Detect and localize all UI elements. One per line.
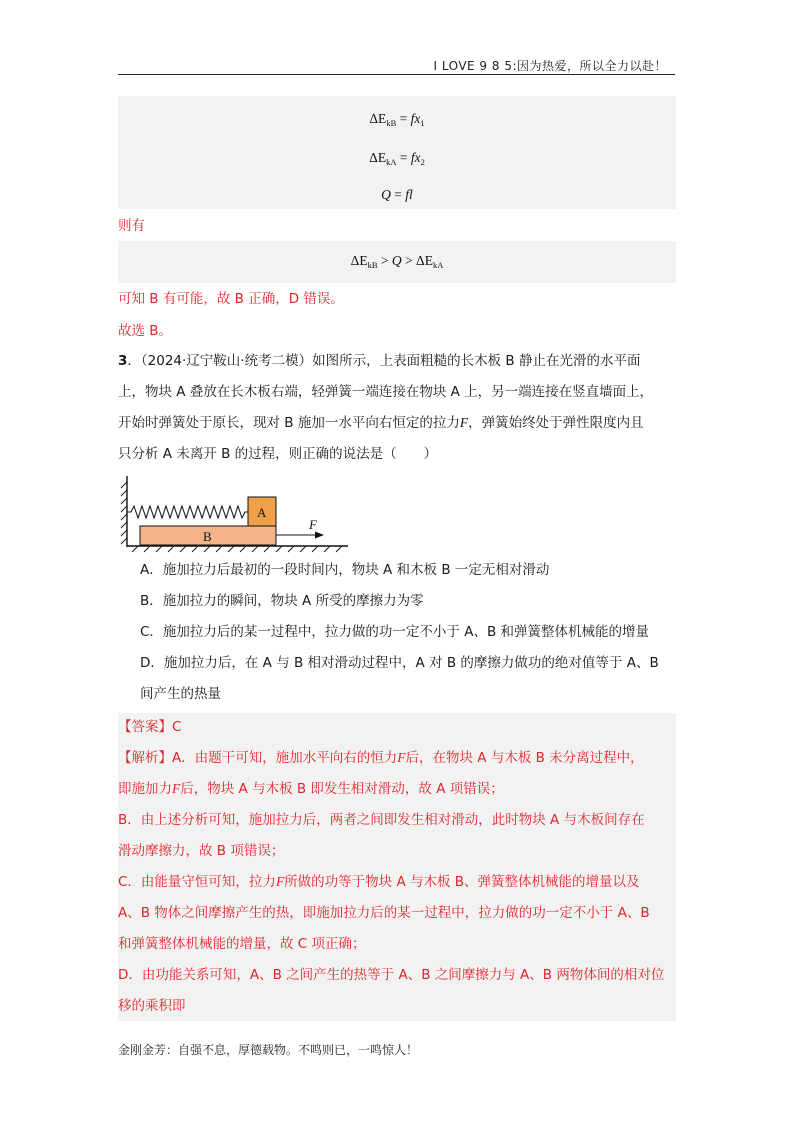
header-rule bbox=[118, 74, 675, 75]
question-line-4: 只分析 A 未离开 B 的过程，则正确的说法是（ ） bbox=[118, 446, 438, 462]
block-a-label: A bbox=[257, 505, 267, 520]
equation-heat: Q = fl bbox=[381, 187, 413, 202]
inequality-block bbox=[118, 241, 676, 283]
question-line-2: 上，物块 A 叠放在长木板右端，轻弹簧一端连接在物块 A 上，另一端连接在竖直墙面上， bbox=[118, 384, 654, 400]
choice-text: 故选 B。 bbox=[118, 323, 173, 339]
wall-hatching bbox=[121, 482, 127, 544]
analysis-line-5: C．由能量守恒可知，拉力F所做的功等于物块 A 与木板 B、弹簧整体机械能的增量以及 bbox=[118, 874, 640, 890]
option-c: C．施加拉力后的某一过程中，拉力做的功一定不小于 A、B 和弹簧整体机械能的增量 bbox=[140, 624, 650, 640]
analysis-line-4: 滑动摩擦力，故 B 项错误； bbox=[118, 843, 285, 859]
then-label: 则有 bbox=[118, 218, 145, 234]
spring bbox=[127, 506, 248, 518]
option-a: A．施加拉力后最初的一段时间内，物块 A 和木板 B 一定无相对滑动 bbox=[140, 562, 550, 578]
board-b-label: B bbox=[203, 529, 212, 544]
equation-kinetic-b: $\Delta E_{kB} = fx_1$ bbox=[369, 111, 425, 128]
equation-block bbox=[118, 96, 676, 209]
ground-hatching bbox=[132, 546, 342, 552]
analysis-line-7: 和弹簧整体机械能的增量，故 C 项正确； bbox=[118, 936, 366, 952]
analysis-line-3: B．由上述分析可知，施加拉力后，两者之间即发生相对滑动，此时物块 A 与木板间存在 bbox=[118, 812, 645, 828]
analysis-line-8: D．由功能关系可知，A、B 之间产生的热等于 A、B 之间摩擦力与 A、B 两物体间的相对位 bbox=[118, 967, 665, 983]
analysis-line-6: A、B 物体之间摩擦产生的热，即施加拉力后的某一过程中，拉力做的功一定不小于 A、B bbox=[118, 905, 650, 921]
question-line-3: 开始时弹簧处于原长，现对 B 施加一水平向右恒定的拉力F，弹簧始终处于弹性限度内且 bbox=[118, 415, 644, 431]
footer-motto: 金刚金芳：自强不息，厚德载物。不鸣则已，一鸣惊人！ bbox=[118, 1043, 419, 1057]
analysis-label: 【解析】 bbox=[118, 750, 172, 766]
header-motto: I LOVE 9 8 5:因为热爱，所以全力以赴！ bbox=[433, 59, 667, 73]
force-symbol: F bbox=[459, 415, 469, 430]
conclusion-text: 可知 B 有可能，故 B 正确，D 错误。 bbox=[118, 291, 344, 307]
force-arrow-head bbox=[315, 532, 324, 539]
question-line-1: 3．（2024·辽宁鞍山·统考二模）如图所示，上表面粗糙的长木板 B 静止在光滑的水平面 bbox=[118, 353, 641, 369]
analysis-line-1: 【解析】A．由题干可知，施加水平向右的恒力F后，在物块 A 与木板 B 未分离过程中， bbox=[118, 750, 644, 766]
force-label: F bbox=[309, 517, 317, 532]
question-number: 3 bbox=[118, 353, 128, 369]
analysis-line-9: 移的乘积即 bbox=[118, 998, 186, 1014]
answer-label: 【答案】C bbox=[118, 719, 182, 735]
option-d: D．施加拉力后，在 A 与 B 相对滑动过程中，A 对 B 的摩擦力做功的绝对值等于 A、B bbox=[140, 655, 659, 671]
spring-block-figure bbox=[118, 474, 358, 554]
inequality: $\Delta E_{kB} > Q > \Delta E_{kA}$ bbox=[350, 253, 444, 270]
option-b: B．施加拉力的瞬间，物块 A 所受的摩擦力为零 bbox=[140, 593, 424, 609]
analysis-line-2: 即施加力F后，物块 A 与木板 B 即发生相对滑动，故 A 项错误； bbox=[118, 781, 504, 797]
option-d-continued: 间产生的热量 bbox=[140, 686, 221, 702]
equation-kinetic-a: $\Delta E_{kA} = fx_2$ bbox=[369, 150, 425, 167]
